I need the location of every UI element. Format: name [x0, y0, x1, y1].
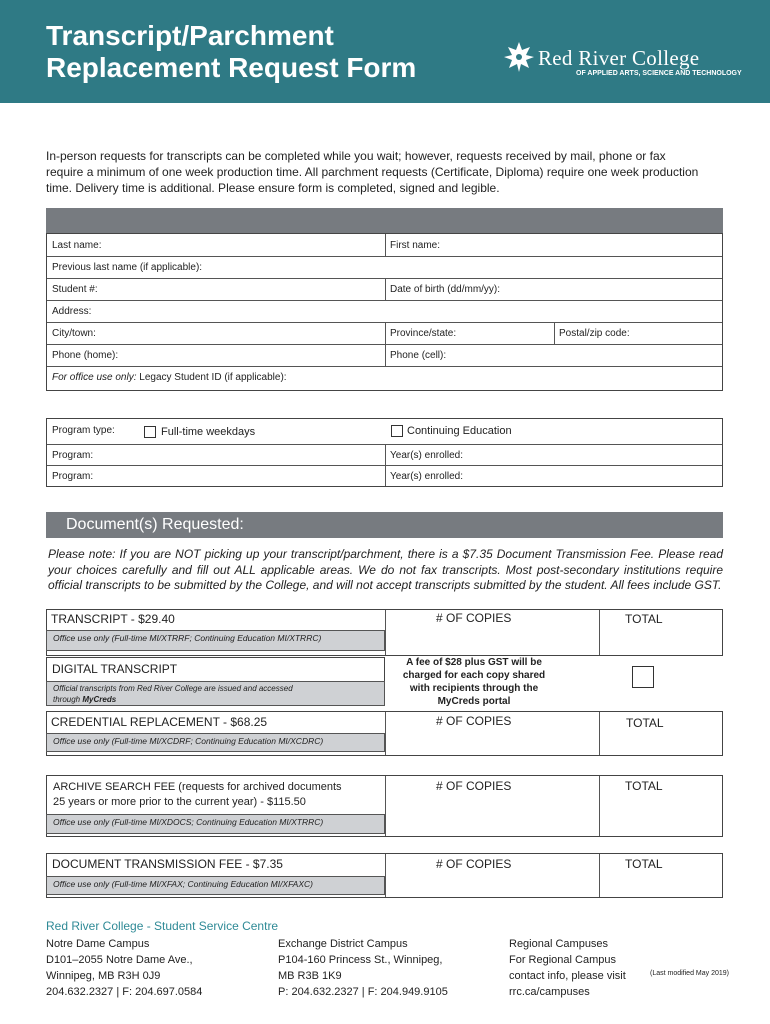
personal-info-bar	[46, 208, 723, 233]
transcript-total-header: TOTAL	[625, 612, 663, 626]
footer-exchange-district	[278, 936, 448, 1000]
mycreds-link-text: MyCreds	[82, 695, 117, 704]
documents-section-bar: Document(s) Requested:	[46, 512, 723, 538]
regional-line-1: For Regional Campus	[509, 954, 616, 966]
previous-last-name-field[interactable]: Previous last name (if applicable):	[52, 262, 203, 273]
program-table	[46, 418, 723, 487]
postal-code-field[interactable]: Postal/zip code:	[559, 328, 630, 339]
exchange-phone: P: 204.632.2327 | F: 204.949.9105	[278, 986, 448, 998]
regional-line-2: contact info, please visit	[509, 970, 626, 982]
province-field[interactable]: Province/state:	[390, 328, 457, 339]
continuing-ed-checkbox[interactable]	[391, 425, 403, 437]
digital-transcript-note	[46, 681, 385, 706]
phone-cell-field[interactable]: Phone (cell):	[390, 350, 447, 361]
city-field[interactable]: City/town:	[52, 328, 96, 339]
notre-dame-heading: Notre Dame Campus	[46, 938, 150, 950]
transcript-copies-header: # OF COPIES	[436, 611, 512, 625]
legacy-student-id-field[interactable]	[52, 372, 287, 383]
last-modified-note: (Last modified May 2019)	[650, 970, 729, 977]
notre-dame-phone: 204.632.2327 | F: 204.697.0584	[46, 986, 203, 998]
archive-line-2: 25 years or more prior to the current year) - $115.50	[53, 796, 306, 808]
address-field[interactable]: Address:	[52, 306, 92, 317]
program-field-1[interactable]: Program:	[52, 450, 94, 461]
archive-label	[53, 780, 342, 810]
digital-note-line-2	[53, 694, 384, 705]
credential-total-header: TOTAL	[626, 716, 664, 730]
exchange-heading: Exchange District Campus	[278, 938, 408, 950]
logo-tagline: OF APPLIED ARTS, SCIENCE AND TECHNOLOGY	[576, 70, 742, 77]
title-line-2: Replacement Request Form	[46, 52, 417, 83]
digital-fee-note: A fee of $28 plus GST will be charged for each copy shared with recipients through the MyCreds portal	[402, 657, 546, 707]
date-of-birth-field[interactable]: Date of birth (dd/mm/yy):	[390, 284, 501, 295]
regional-heading: Regional Campuses	[509, 938, 609, 950]
exchange-address: P104-160 Princess St., Winnipeg,	[278, 954, 443, 966]
digital-note-through: through	[53, 695, 83, 704]
fulltime-label: Full-time weekdays	[161, 426, 256, 438]
regional-campuses-link[interactable]: rrc.ca/campuses	[509, 986, 590, 998]
first-name-field[interactable]: First name:	[390, 240, 441, 251]
legacy-id-label: Legacy Student ID (if applicable):	[136, 372, 287, 383]
program-type-label: Program type:	[52, 425, 115, 436]
archive-copies-header: # OF COPIES	[436, 779, 512, 793]
program-field-2[interactable]: Program:	[52, 471, 94, 482]
transmission-label: DOCUMENT TRANSMISSION FEE - $7.35	[52, 857, 283, 871]
credential-label: CREDENTIAL REPLACEMENT - $68.25	[51, 715, 268, 729]
notre-dame-address: D101–2055 Notre Dame Ave.,	[46, 954, 193, 966]
phone-home-field[interactable]: Phone (home):	[52, 350, 119, 361]
exchange-city: MB R3B 1K9	[278, 970, 342, 982]
credential-office-use: Office use only (Full-time MI/XCDRF; Continuing Education MI/XCDRC)	[46, 733, 385, 752]
student-number-field[interactable]: Student #:	[52, 284, 98, 295]
documents-note: Please note: If you are NOT picking up your transcript/parchment, there is a $7.35 Document Transmission Fee. Please read your choices carefully and fill out ALL applicable areas. We do not fax transcripts. Most post-secondary institutions require official transcripts to be submitted by the College, and will not accept transcripts submitted by the student. All fees include GST.	[48, 547, 723, 592]
transcript-office-use: Office use only (Full-time MI/XTRRF; Continuing Education MI/XTRRC)	[46, 630, 385, 651]
footer-notre-dame	[46, 936, 202, 1000]
digital-note-line-1: Official transcripts from Red River College are issued and accessed	[53, 684, 293, 693]
archive-line-1: ARCHIVE SEARCH FEE (requests for archived documents	[53, 781, 342, 793]
footer-regional	[509, 936, 626, 1000]
form-title	[46, 20, 416, 84]
title-line-1: Transcript/Parchment	[46, 20, 334, 51]
transmission-total-header: TOTAL	[625, 857, 663, 871]
years-enrolled-field-2[interactable]: Year(s) enrolled:	[390, 471, 464, 482]
transcript-label: TRANSCRIPT - $29.40	[51, 612, 175, 626]
college-logo	[502, 40, 742, 80]
fulltime-checkbox[interactable]	[144, 426, 156, 438]
personal-info-table	[46, 233, 723, 391]
continuing-ed-label: Continuing Education	[407, 425, 512, 437]
footer-title: Red River College - Student Service Centre	[46, 919, 279, 933]
digital-transcript-checkbox[interactable]	[632, 666, 654, 688]
years-enrolled-field-1[interactable]: Year(s) enrolled:	[390, 450, 464, 461]
notre-dame-city: Winnipeg, MB R3H 0J9	[46, 970, 161, 982]
digital-transcript-label: DIGITAL TRANSCRIPT	[52, 662, 178, 676]
logo-name: Red River College	[538, 46, 700, 70]
last-name-field[interactable]: Last name:	[52, 240, 102, 251]
archive-total-header: TOTAL	[625, 779, 663, 793]
intro-paragraph: In-person requests for transcripts can be completed while you wait; however, requests received by mail, phone or fax require a minimum of one week production time. All parchment requests (Certificate, Diploma) require one week production time. Delivery time is additional. Please ensure form is completed, signed and legible.	[46, 149, 699, 195]
credential-copies-header: # OF COPIES	[436, 714, 512, 728]
transmission-office-use: Office use only (Full-time MI/XFAX; Continuing Education MI/XFAXC)	[46, 876, 385, 895]
header-banner	[0, 0, 770, 103]
leaf-logo-icon	[502, 40, 536, 74]
office-use-prefix: For office use only:	[52, 372, 137, 383]
archive-office-use: Office use only (Full-time MI/XDOCS; Continuing Education MI/XTRRC)	[46, 814, 385, 834]
transmission-copies-header: # OF COPIES	[436, 857, 512, 871]
